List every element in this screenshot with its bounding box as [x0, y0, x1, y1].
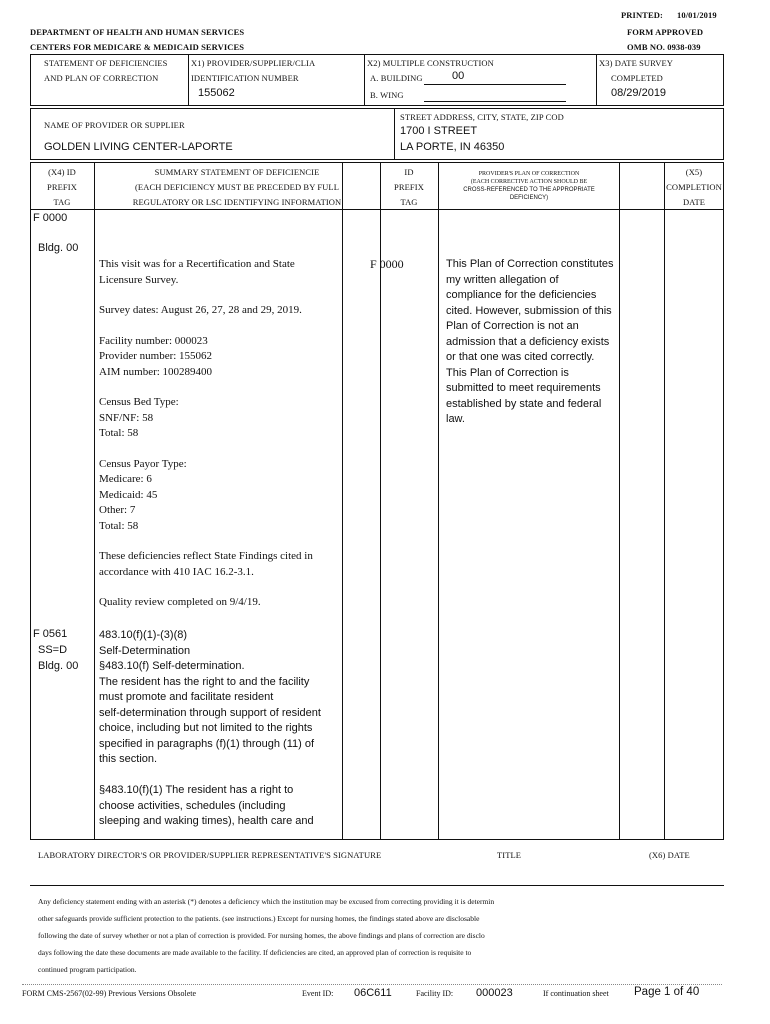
id-header-2: PREFIX [394, 182, 424, 192]
facility-id-label: Facility ID: [416, 989, 454, 998]
f0561-line: choose activities, schedules (including [99, 799, 286, 812]
x3-label-2: COMPLETED [611, 73, 663, 83]
summary-paragraph [99, 549, 339, 580]
provider-id-number: 155062 [198, 87, 235, 99]
survey-completed-date: 08/29/2019 [611, 87, 667, 99]
disclaimer-line: days following the date these documents are made available to the facility. If deficiencies are cited, an approved plan of correction is requisite to [38, 948, 472, 957]
plan-line: my written allegation of [446, 273, 559, 286]
event-id-label: Event ID: [302, 989, 334, 998]
plan-line: compliance for the deficiencies [446, 289, 597, 301]
x4-header-3: TAG [53, 197, 71, 207]
f0561-line: this section. [99, 753, 158, 765]
summary-header-2: (EACH DEFICIENCY MUST BE PRECEDED BY FULL [134, 182, 340, 192]
summary-line: This visit was for a Recertification and State [99, 258, 295, 270]
title-label: TITLE [497, 850, 522, 860]
summary-line: AIM number: 100289400 [99, 365, 213, 378]
disclaimer-line: other safeguards provide sufficient protection to the patients. (see instructions.) Except for nursing homes, the findings stated above are disclosable [38, 914, 480, 923]
f0561-line: self-determination through support of resident [99, 706, 321, 719]
building-tag-1: Bldg. 00 [38, 242, 79, 254]
x6-date-label: (X6) DATE [649, 850, 690, 860]
agency-name: CENTERS FOR MEDICARE & MEDICAID SERVICES [30, 42, 245, 52]
summary-paragraph [99, 457, 339, 535]
building-label: A. BUILDING [370, 73, 423, 83]
statement-label-2: AND PLAN OF CORRECTION [44, 73, 159, 83]
summary-line: Other: 7 [99, 504, 136, 516]
disclaimer-line: Any deficiency statement ending with an asterisk (*) denotes a deficiency which the institution may be excused from correcting providing it is determin [38, 897, 495, 906]
summary-line: These deficiencies reflect State Findings cited in [99, 550, 313, 562]
summary-header-1: SUMMARY STATEMENT OF DEFICIENCIE [154, 167, 320, 177]
summary-line: Medicare: 6 [99, 473, 152, 485]
f0561-line: must promote and facilitate resident [99, 691, 274, 703]
f0561-line: specified in paragraphs (f)(1) through (11) of [99, 737, 315, 750]
form-number: FORM CMS-2567(02-99) Previous Versions Obsolete [22, 989, 197, 998]
summary-line: Census Payor Type: [99, 457, 187, 470]
plan-line: This Plan of Correction constitutes [446, 258, 614, 270]
plan-line: Plan of Correction is not an [446, 320, 579, 332]
scope-severity: SS=D [38, 644, 68, 656]
x5-header-3: DATE [682, 197, 706, 207]
f0561-line: choice, including but not limited to the rights [99, 722, 313, 734]
omb-number: OMB NO. 0938-039 [627, 42, 701, 52]
x5-header-2: COMPLETION [666, 182, 722, 192]
summary-line: Census Bed Type: [99, 396, 179, 408]
plan-header-1: PROVIDER'S PLAN OF CORRECTION [478, 171, 580, 177]
plan-line: cited. However, submission of this [446, 304, 612, 317]
id-header-1: ID [404, 167, 414, 177]
city-state-zip: LA PORTE, IN 46350 [400, 141, 505, 153]
form-approved: FORM APPROVED [627, 27, 704, 37]
plan-header-3: CROSS-REFERENCED TO THE APPROPRIATE [463, 187, 595, 193]
summary-line: Medicaid: 45 [99, 488, 158, 501]
plan-tag-f0000: F 0000 [370, 257, 404, 271]
summary-paragraph [99, 395, 339, 442]
x1-label-1: X1) PROVIDER/SUPPLIER/CLIA [191, 58, 316, 68]
plan-header-2: (EACH CORRECTIVE ACTION SHOULD BE [470, 179, 588, 185]
tag-f0561: F 0561 [33, 628, 68, 640]
summary-header-3: REGULATORY OR LSC IDENTIFYING INFORMATION [132, 197, 342, 207]
x4-header-2: PREFIX [47, 182, 77, 192]
x3-label-1: X3) DATE SURVEY [599, 58, 674, 68]
disclaimer [38, 893, 728, 978]
tag-f0000: F 0000 [33, 212, 68, 224]
plan-line: admission that a deficiency exists [446, 335, 610, 348]
summary-line: Total: 58 [99, 519, 139, 532]
f0561-block [99, 628, 339, 830]
summary-line: SNF/NF: 58 [99, 411, 154, 424]
summary-paragraph [99, 595, 339, 611]
plan-line: law. [446, 413, 465, 425]
plan-line: This Plan of Correction is [446, 366, 569, 379]
x1-label-2: IDENTIFICATION NUMBER [191, 73, 299, 83]
printed-date: 10/01/2019 [677, 10, 717, 20]
disclaimer-line: following the date of survey whether or not a plan of correction is provided. For nursing homes, the above findings and plans of correction are disclo [38, 931, 485, 940]
summary-paragraph [99, 303, 339, 319]
id-header-3: TAG [400, 197, 418, 207]
f0561-line: Self-Determination [99, 644, 191, 657]
f0561-line: The resident has the right to and the facility [99, 675, 310, 688]
summary-line: Survey dates: August 26, 27, 28 and 29, 2019. [99, 304, 302, 316]
wing-label: B. WING [370, 90, 404, 100]
plan-line: submitted to meet requirements [446, 382, 601, 394]
x5-header-1: (X5) [685, 167, 703, 177]
summary-paragraph [99, 334, 339, 381]
event-id-value: 06C611 [354, 987, 392, 999]
continuation-label: If continuation sheet [543, 989, 609, 998]
summary-line: Licensure Survey. [99, 273, 179, 286]
x2-label: X2) MULTIPLE CONSTRUCTION [367, 58, 494, 68]
building-tag-2: Bldg. 00 [38, 660, 79, 672]
page-number: Page 1 of 40 [634, 986, 700, 998]
provider-name: GOLDEN LIVING CENTER-LAPORTE [44, 141, 233, 153]
x4-header-1: (X4) ID [48, 167, 76, 177]
facility-id-value: 000023 [476, 987, 513, 999]
summary-line: Facility number: 000023 [99, 334, 208, 347]
summary-line: Quality review completed on 9/4/19. [99, 596, 261, 608]
summary-line: Provider number: 155062 [99, 350, 213, 362]
summary-line: Total: 58 [99, 427, 139, 439]
printed-label: PRINTED: [621, 10, 663, 20]
plan-line: established by state and federal [446, 397, 602, 410]
street-address: 1700 I STREET [400, 125, 478, 137]
statement-label-1: STATEMENT OF DEFICIENCIES [44, 58, 168, 68]
address-label: STREET ADDRESS, CITY, STATE, ZIP COD [400, 112, 564, 122]
department-name: DEPARTMENT OF HEALTH AND HUMAN SERVICES [30, 27, 245, 37]
signature-label: LABORATORY DIRECTOR'S OR PROVIDER/SUPPLIER REPRESENTATIVE'S SIGNATURE [38, 850, 382, 860]
plan-of-correction-block [446, 257, 618, 428]
summary-paragraph [99, 257, 339, 288]
disclaimer-line: continued program participation. [38, 965, 137, 974]
building-value: 00 [452, 70, 465, 82]
plan-line: or that one was cited correctly. [446, 351, 595, 363]
f0561-line: §483.10(f) Self-determination. [99, 660, 245, 672]
f0561-line: §483.10(f)(1) The resident has a right to [99, 784, 294, 796]
f0561-line: sleeping and waking times), health care and [99, 815, 314, 827]
provider-name-label: NAME OF PROVIDER OR SUPPLIER [44, 120, 185, 130]
summary-line: accordance with 410 IAC 16.2-3.1. [99, 565, 254, 578]
plan-header-4: DEFICIENCY) [509, 195, 549, 201]
f0561-line: 483.10(f)(1)-(3)(8) [99, 629, 188, 641]
summary-block [99, 257, 339, 611]
